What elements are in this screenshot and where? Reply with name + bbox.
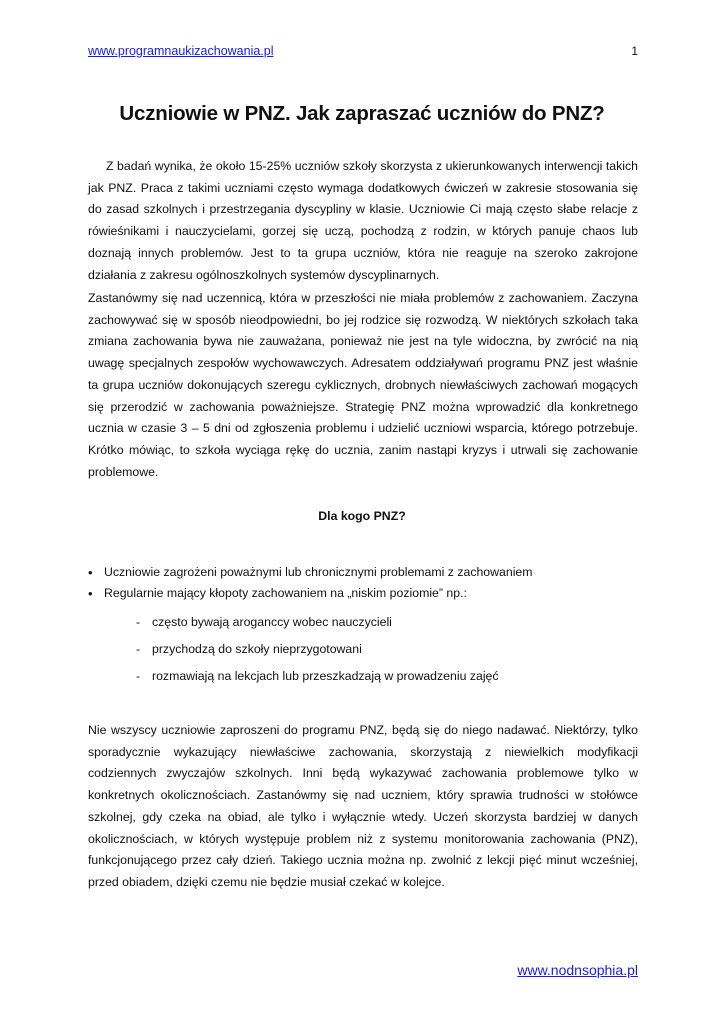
sub-list-item-text: przychodzą do szkoły nieprzygotowani: [152, 642, 362, 656]
header-website-link[interactable]: www.programnaukizachowania.pl: [88, 44, 274, 58]
section-heading: Dla kogo PNZ?: [318, 509, 406, 523]
dash-icon: -: [136, 642, 141, 656]
list-item: [88, 562, 648, 583]
list-item: [88, 583, 648, 604]
page-number: 1: [631, 44, 638, 58]
sub-list-item: [136, 636, 499, 663]
dash-icon: -: [136, 615, 141, 629]
paragraph-intro-text: Z badań wynika, że około 15-25% uczniów szkoły skorzysta z ukierunkowanych interwencji takich jak PNZ. Praca z takimi uczniami często wymaga dodatkowych ćwiczeń w zakresie stosowania się do zasad szkolnych i przestrzegania dyscypliny w klasie. Uczniowie Ci mają często słabe relacje z rówieśnikami i nauczycielami, gorzej się uczą, pochodzą z rodzin, w których panuje chaos lub doznają innych problemów. Jest to ta grupa uczniów, która nie reaguje na szeroko zakrojone działania z zakresu ogólnoszkolnych systemów dyscyplinarnych.: [88, 159, 638, 282]
footer-website-link[interactable]: www.nodnsophia.pl: [517, 962, 638, 978]
dash-icon: -: [136, 669, 141, 683]
sub-list-item: [136, 609, 499, 636]
document-title: Uczniowie w PNZ. Jak zapraszać uczniów do PNZ?: [119, 101, 605, 125]
list-item-text: Uczniowie zagrożeni poważnymi lub chronicznymi problemami z zachowaniem: [104, 565, 533, 579]
bullet-icon: •: [88, 586, 93, 601]
bullet-list: [88, 562, 648, 604]
paragraph-example: Zastanówmy się nad uczennicą, która w przeszłości nie miała problemów z zachowaniem. Zaczyna zachowywać się w sposób nieodpowiedni, bo jej rodzice się rozwodzą. W niektórych szkołach taka zmiana zachowania bywa nie zauważana, ponieważ nie jest na tyle widoczna, by zwrócić na nią uwagę specjalnych zespołów wychowawczych. Adresatem oddziaływań programu PNZ jest właśnie ta grupa uczniów dokonujących szeregu cyklicznych, drobnych niewłaściwych zachowań mogących się przerodzić w zachowania poważniejsze. Strategię PNZ można wprowadzić dla konkretnego ucznia w czasie 3 – 5 dni od zgłoszenia problemu i udzielić uczniowi wsparcia, którego potrzebuje. Krótko mówiąc, to szkoła wyciąga rękę do ucznia, zanim nastąpi kryzys i utrwali się zachowanie problemowe.: [88, 291, 638, 479]
list-item-text: Regularnie mający kłopoty zachowaniem na „niskim poziomie” np.:: [104, 586, 467, 600]
sub-list-item: [136, 663, 499, 690]
sub-list-item-text: często bywają aroganccy wobec nauczycieli: [152, 615, 392, 629]
bullet-icon: •: [88, 565, 93, 580]
sub-list: [136, 609, 499, 690]
sub-list-item-text: rozmawiają na lekcjach lub przeszkadzają w prowadzeniu zajęć: [152, 669, 499, 683]
paragraph-intro: [88, 156, 638, 286]
paragraph-conclusion: Nie wszyscy uczniowie zaproszeni do programu PNZ, będą się do niego nadawać. Niektórzy, tylko sporadycznie wykazujący niewłaściwe zachowania, skorzystają z niewielkich modyfikacji codziennych zwyczajów szkolnych. Inni będą wykazywać zachowania problemowe tylko w konkretnych okolicznościach. Zastanówmy się nad uczniem, który sprawia trudności w stołówce szkolnej, gdy czeka na obiad, ale tylko i wyłącznie wtedy. Uczeń skorzysta bardziej w danych okolicznościach, w których występuje problem niż z systemu monitorowania zachowania (PNZ), funkcjonującego przez cały dzień. Takiego ucznia można np. zwolnić z lekcji pięć minut wcześniej, przed obiadem, dzięki czemu nie będzie musiał czekać w kolejce.: [88, 723, 638, 889]
